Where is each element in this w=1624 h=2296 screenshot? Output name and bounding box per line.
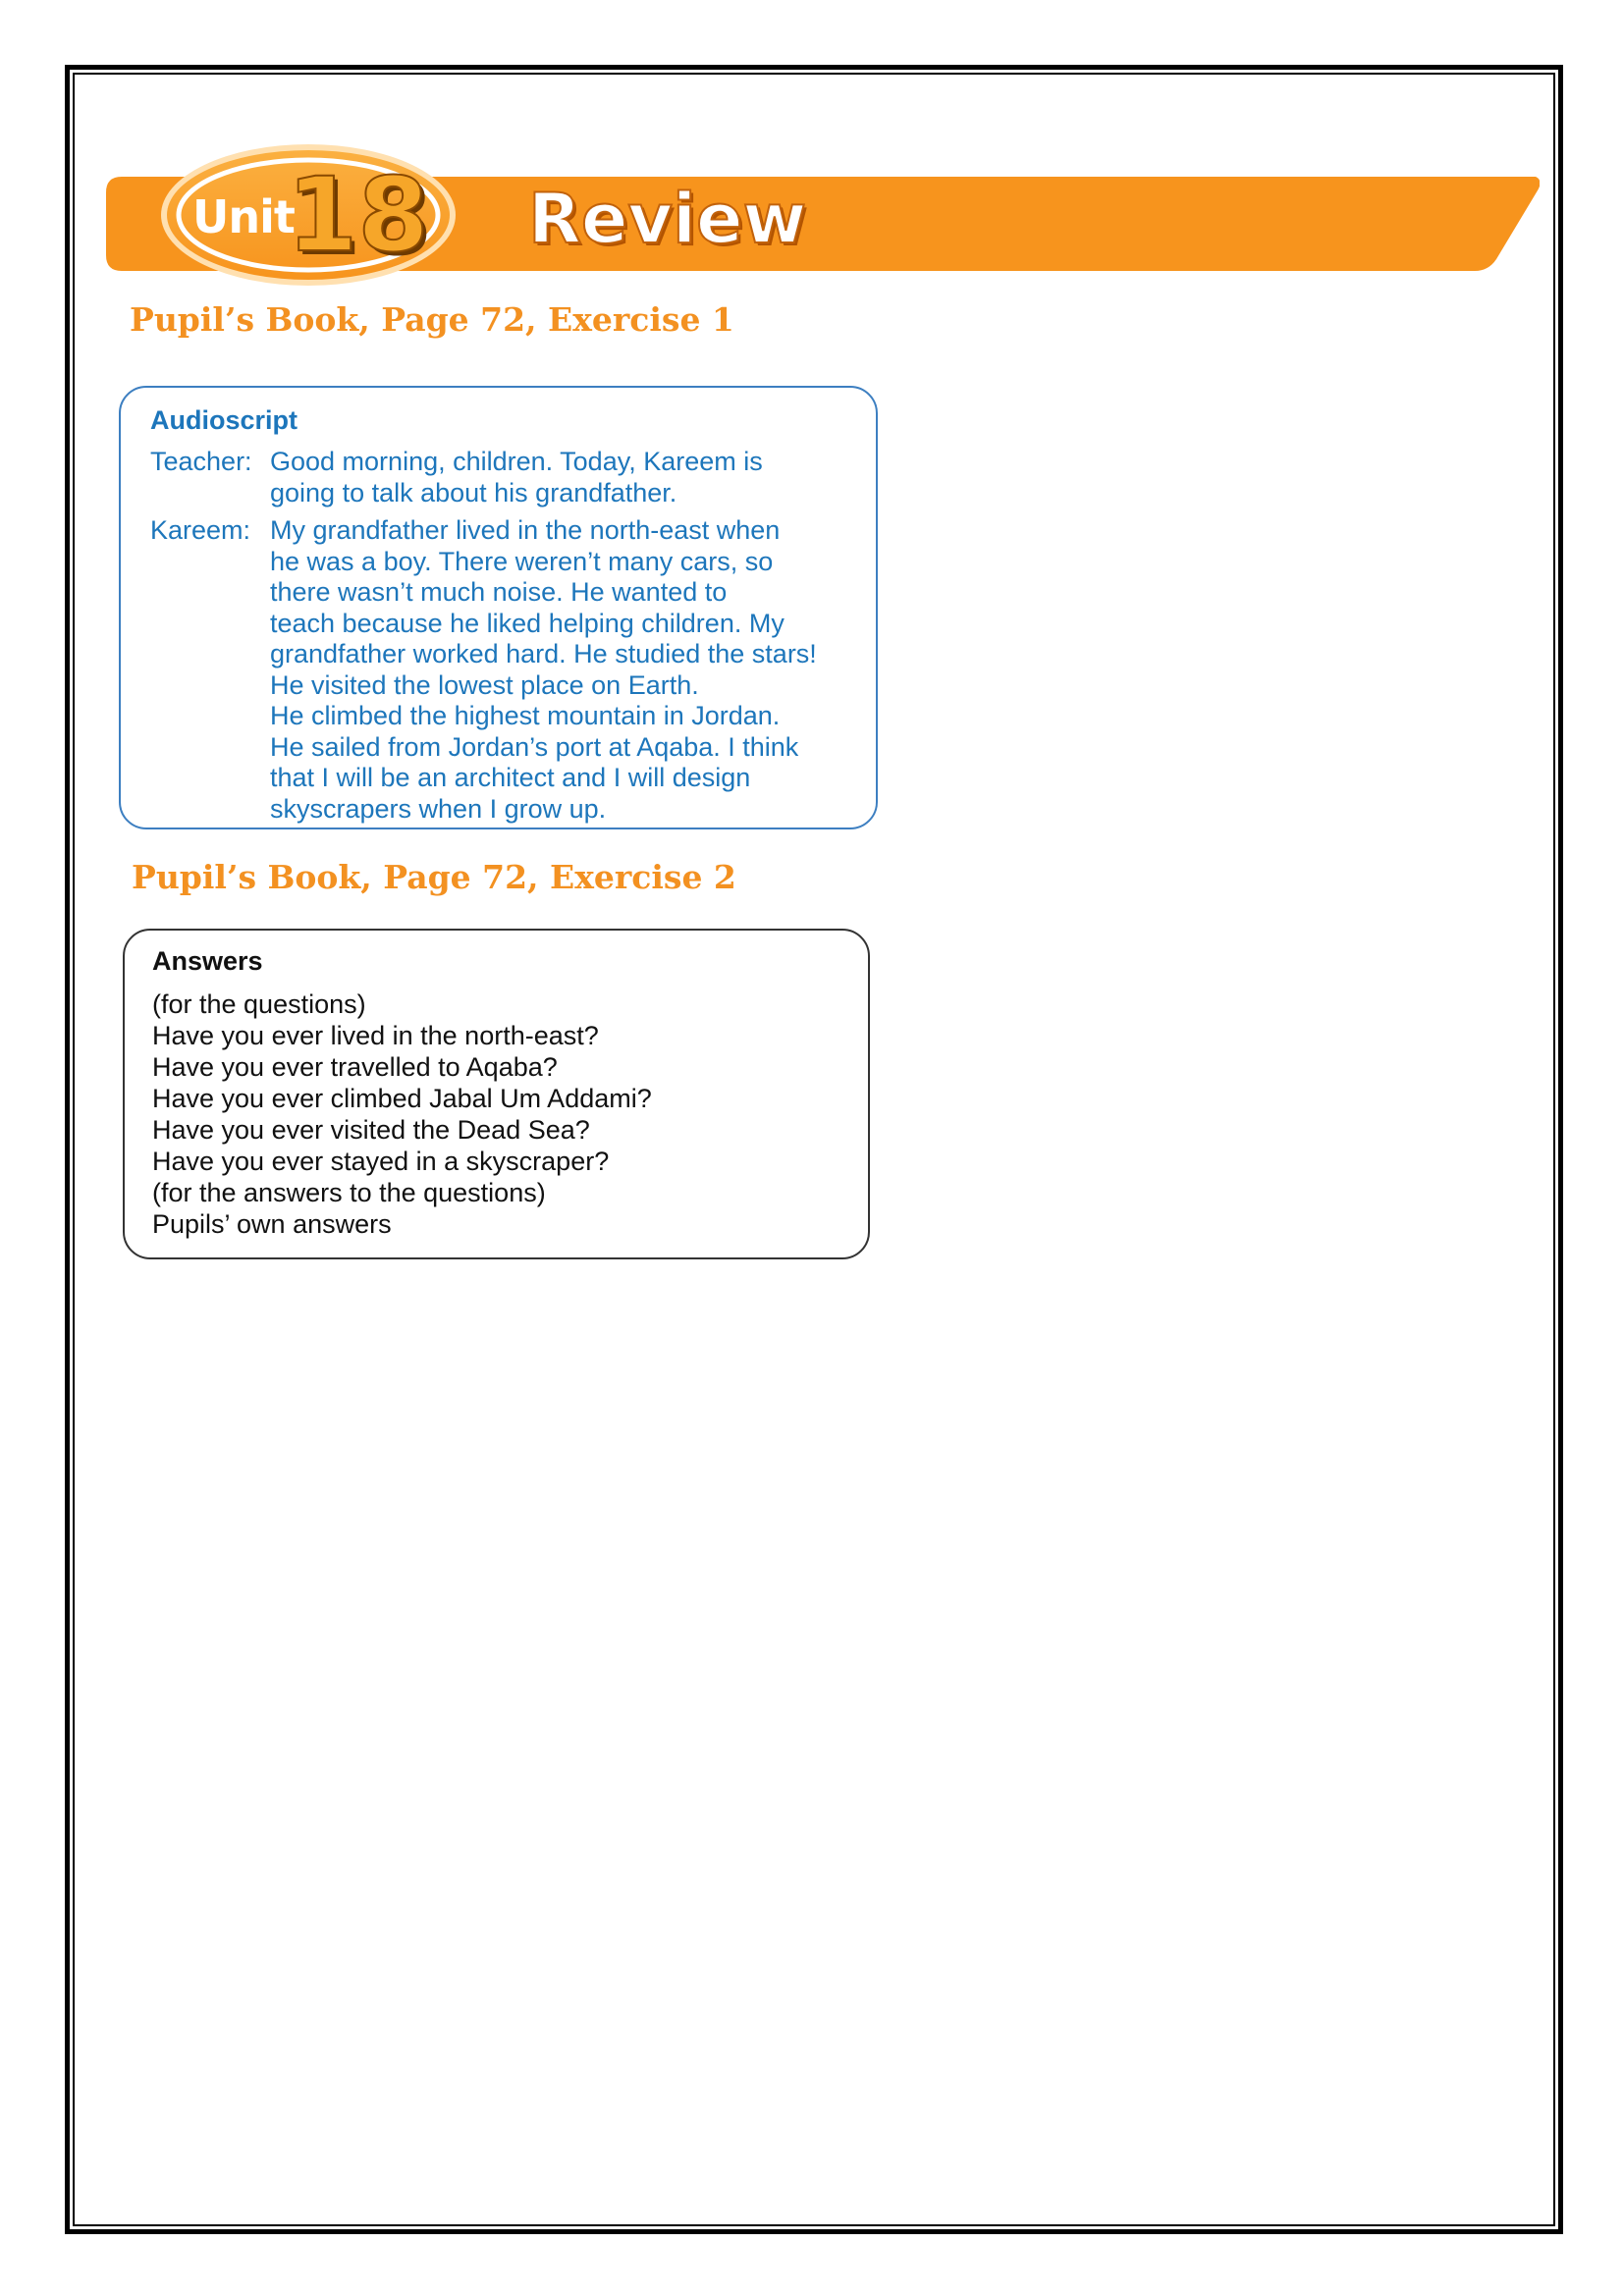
speech-line: that I will be an architect and I will design	[270, 763, 751, 792]
speech-line: going to talk about his grandfather.	[270, 477, 677, 507]
speaker-label: Kareem:	[150, 515, 251, 545]
answers-box	[123, 929, 870, 1259]
answer-line: Have you ever travelled to Aqaba?	[152, 1052, 558, 1082]
speech-text	[270, 515, 859, 825]
unit-label: Unit	[192, 190, 295, 243]
speech-line: He visited the lowest place on Earth.	[270, 669, 699, 700]
answer-line: Have you ever visited the Dead Sea?	[152, 1115, 590, 1145]
audioscript-title: Audioscript	[150, 405, 298, 435]
speech-line: teach because he liked helping children. My	[270, 608, 785, 638]
speaker-label: Teacher:	[150, 447, 252, 476]
speech-text	[270, 447, 859, 508]
speech-line: there wasn’t much noise. He wanted to	[270, 577, 728, 607]
speech-line: Good morning, children. Today, Kareem is	[270, 447, 763, 476]
exercise-1-heading: Pupil’s Book, Page 72, Exercise 1	[130, 300, 734, 339]
speech-line: My grandfather lived in the north-east when	[270, 515, 781, 545]
answer-line: Have you ever stayed in a skyscraper?	[152, 1147, 610, 1176]
answers-title: Answers	[152, 946, 263, 976]
speech-line: grandfather worked hard. He studied the stars!	[270, 639, 817, 668]
speech-line: skyscrapers when I grow up.	[270, 793, 607, 824]
answer-line: Pupils’ own answers	[152, 1209, 392, 1239]
answer-line: Have you ever climbed Jabal Um Addami?	[152, 1084, 652, 1113]
speech-line: He sailed from Jordan’s port at Aqaba. I think	[270, 731, 799, 762]
answer-line: Have you ever lived in the north-east?	[152, 1021, 599, 1050]
unit-number: 18	[287, 155, 429, 275]
unit-banner	[102, 141, 1540, 289]
audioscript-box	[119, 386, 878, 829]
exercise-2-heading: Pupil’s Book, Page 72, Exercise 2	[132, 858, 736, 896]
answer-line: (for the answers to the questions)	[152, 1178, 546, 1207]
review-title: Review	[528, 179, 807, 259]
speech-line: he was a boy. There weren’t many cars, so	[270, 546, 774, 576]
answer-line: (for the questions)	[152, 989, 366, 1019]
speech-line: He climbed the highest mountain in Jordan.	[270, 701, 781, 730]
